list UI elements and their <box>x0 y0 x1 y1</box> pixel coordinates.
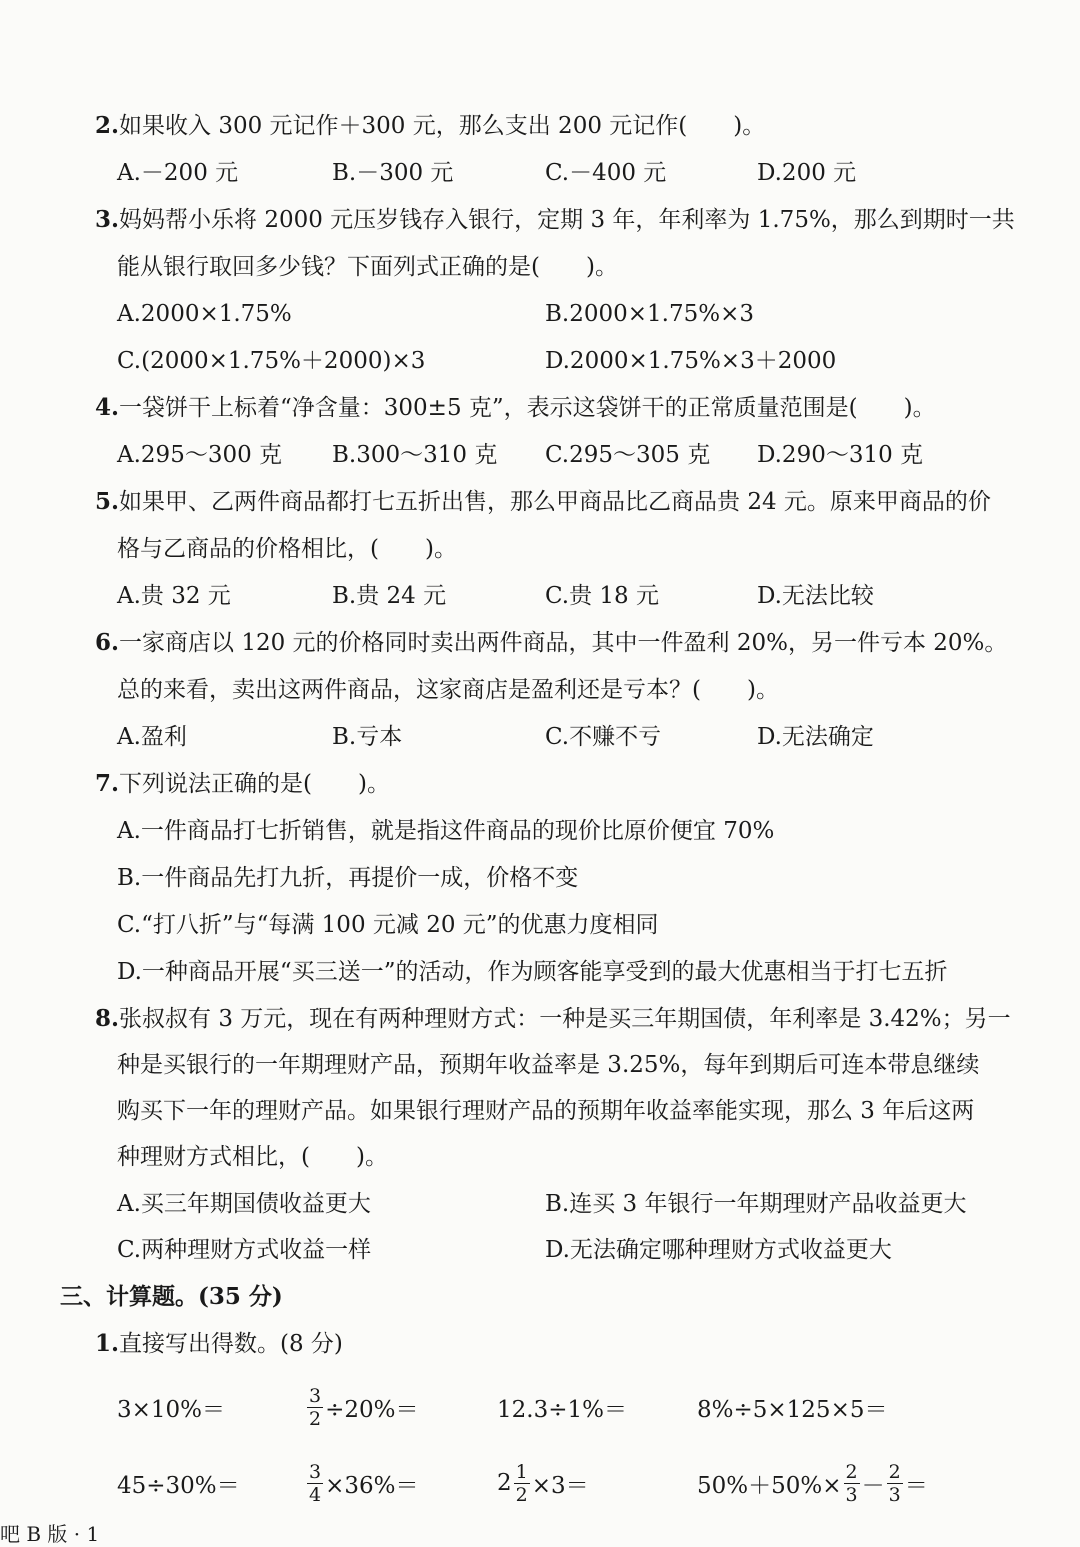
page-footer: 吧 B 版 · 1 <box>0 1522 100 1546</box>
q5-option-d: D.无法比较 <box>757 583 874 609</box>
q7-option-a: A.一件商品打七折销售，就是指这件商品的现价比原价便宜 70% <box>117 818 775 844</box>
fraction: $\frac{2}{3}$ <box>888 1460 901 1506</box>
q6-stem-line-1: 6.一家商店以 120 元的价格同时卖出两件商品，其中一件盈利 20%，另一件亏本 20%。 <box>95 629 1008 656</box>
fraction: $\frac{3}{2}$ <box>309 1384 322 1430</box>
q2-stem-line-1: 2.如果收入 300 元记作＋300 元，那么支出 200 元记作( )。 <box>95 112 766 139</box>
q3-option-d: D.2000×1.75%×3＋2000 <box>545 348 837 374</box>
q4-option-a: A.295～300 克 <box>117 442 283 468</box>
q6-option-c: C.不赚不亏 <box>545 724 662 750</box>
q3-option-c: C.(2000×1.75%＋2000)×3 <box>117 348 426 374</box>
q4-option-b: B.300～310 克 <box>332 442 498 468</box>
calc-item-4: 8%÷5×125×5＝ <box>697 1396 888 1423</box>
q7-option-c: C.“打八折”与“每满 100 元减 20 元”的优惠力度相同 <box>117 912 659 938</box>
q5-option-a: A.贵 32 元 <box>117 583 231 609</box>
q3-option-a: A.2000×1.75% <box>117 301 292 327</box>
q2-option-a: A.－200 元 <box>117 160 239 186</box>
q3-stem-line-1: 3.妈妈帮小乐将 2000 元压岁钱存入银行，定期 3 年，年利率为 1.75%，那么到期时一共 <box>95 206 1015 233</box>
q4-option-d: D.290～310 克 <box>757 442 924 468</box>
q5-stem-line-2: 格与乙商品的价格相比，( )。 <box>117 536 457 562</box>
q4-stem-line-1: 4.一袋饼干上标着“净含量：300±5 克”，表示这袋饼干的正常质量范围是( )。 <box>95 394 936 421</box>
q8-option-a: A.买三年期国债收益更大 <box>117 1191 371 1217</box>
q2-option-d: D.200 元 <box>757 160 857 186</box>
q8-option-d: D.无法确定哪种理财方式收益更大 <box>545 1237 892 1263</box>
q3-option-b: B.2000×1.75%×3 <box>545 301 754 327</box>
q2-option-c: C.－400 元 <box>545 160 667 186</box>
q8-stem-line-1: 8.张叔叔有 3 万元，现在有两种理财方式：一种是买三年期国债，年利率是 3.42%；另一 <box>95 1005 1011 1032</box>
calc-item-3: 12.3÷1%＝ <box>497 1396 627 1423</box>
q5-option-b: B.贵 24 元 <box>332 583 447 609</box>
fraction: $\frac{2}{3}$ <box>845 1460 858 1506</box>
q7-stem-line-1: 7.下列说法正确的是( )。 <box>95 770 390 797</box>
q8-stem-line-2: 种是买银行的一年期理财产品，预期年收益率是 3.25%，每年到期后可连本带息继续 <box>117 1052 980 1078</box>
calc-item-7: 2 $\frac{1}{2}$ ×3＝ <box>497 1460 589 1506</box>
q2-option-b: B.－300 元 <box>332 160 454 186</box>
calc-item-1: 3×10%＝ <box>117 1396 226 1423</box>
section-3-sub-1: 1.直接写出得数。(8 分) <box>95 1330 343 1357</box>
q7-option-b: B.一件商品先打九折，再提价一成，价格不变 <box>117 865 579 891</box>
section-3-heading: 三、计算题。(35 分) <box>60 1283 283 1310</box>
q8-stem-line-3: 购买下一年的理财产品。如果银行理财产品的预期年收益率能实现，那么 3 年后这两 <box>117 1098 975 1124</box>
q5-stem-line-1: 5.如果甲、乙两件商品都打七五折出售，那么甲商品比乙商品贵 24 元。原来甲商品的价 <box>95 488 991 515</box>
q8-option-c: C.两种理财方式收益一样 <box>117 1237 372 1263</box>
q8-option-b: B.连买 3 年银行一年期理财产品收益更大 <box>545 1191 967 1217</box>
q6-option-d: D.无法确定 <box>757 724 874 750</box>
q3-stem-line-2: 能从银行取回多少钱？下面列式正确的是( )。 <box>117 254 618 280</box>
q6-stem-line-2: 总的来看，卖出这两件商品，这家商店是盈利还是亏本？( )。 <box>117 677 779 703</box>
q5-option-c: C.贵 18 元 <box>545 583 659 609</box>
calc-item-5: 45÷30%＝ <box>117 1472 240 1499</box>
q8-stem-line-4: 种理财方式相比，( )。 <box>117 1144 388 1170</box>
q7-option-d: D.一种商品开展“买三送一”的活动，作为顾客能享受到的最大优惠相当于打七五折 <box>117 959 948 985</box>
q6-option-a: A.盈利 <box>117 724 187 750</box>
q4-option-c: C.295～305 克 <box>545 442 711 468</box>
fraction: $\frac{3}{4}$ <box>309 1460 322 1506</box>
calc-item-6: $\frac{3}{4}$ ×36%＝ <box>309 1460 419 1506</box>
q6-option-b: B.亏本 <box>332 724 403 750</box>
calc-item-2: $\frac{3}{2}$ ÷20%＝ <box>309 1384 419 1430</box>
fraction: $\frac{1}{2}$ <box>515 1460 528 1506</box>
calc-item-8: 50%＋50%× $\frac{2}{3}$ － $\frac{2}{3}$ ＝ <box>697 1460 928 1506</box>
